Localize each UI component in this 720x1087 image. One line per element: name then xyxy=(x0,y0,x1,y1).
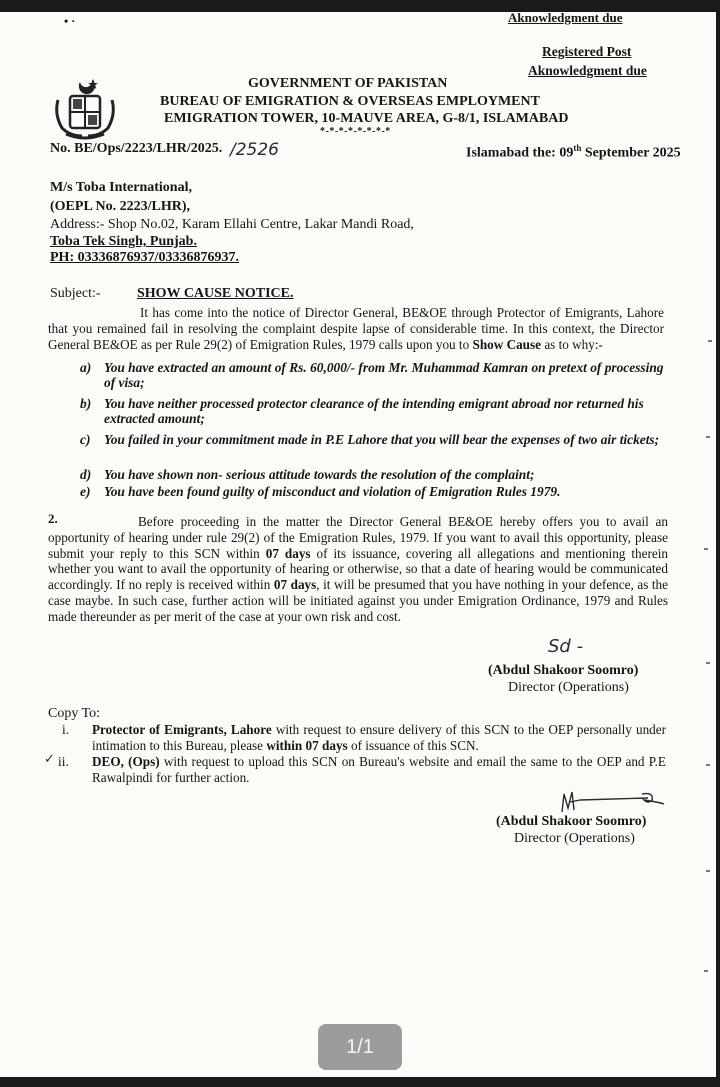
handwritten-ref: /2526 xyxy=(230,140,279,160)
edge-mark xyxy=(704,970,708,972)
copy-item-2: DEO, (Ops) with request to upload this SCN on Bureau's website and email the same to the OEP and P.E Rawalpindi for further action. xyxy=(92,754,666,785)
charge-d: d) You have shown non- serious attitude towards the resolution of the complaint; xyxy=(80,467,535,482)
edge-mark xyxy=(708,340,712,342)
paragraph-1: It has come into the notice of Director General, BE&OE through Protector of Emigrants, Lahore that you remained fail in resolving the complaint despite lapse of considerable time. In this context, the Director General BE&OE as per Rule 29(2) of Emigration Rules, 1979 calls upon you to Show Cause as to why:- xyxy=(48,305,664,352)
copy-to-label: Copy To: xyxy=(48,706,101,721)
recipient-address: Address:- Shop No.02, Karam Ellahi Centre, Lakar Mandi Road, xyxy=(50,217,414,232)
top-marks: • · xyxy=(64,14,76,28)
edge-mark xyxy=(706,662,710,664)
subject-label: Subject:- xyxy=(50,286,101,301)
copy-item-2-marker: ii. xyxy=(58,754,69,769)
edge-mark xyxy=(704,548,708,550)
subject-title: SHOW CAUSE NOTICE. xyxy=(137,286,294,301)
bureau-address: EMIGRATION TOWER, 10-MAUVE AREA, G-8/1, ISLAMABAD xyxy=(164,111,569,126)
charge-e: e) You have been found guilty of misconduct and violation of Emigration Rules 1979. xyxy=(80,484,561,499)
signatory-name: (Abdul Shakoor Soomro) xyxy=(488,663,639,678)
document-page xyxy=(0,12,716,1077)
paragraph-2-number: 2. xyxy=(48,511,58,526)
charge-c: c) You failed in your commitment made in P.E Lahore that you will bear the expenses of two air tickets; xyxy=(80,432,660,447)
stars-divider: *-*-*-*-*-*-*-* xyxy=(320,126,391,137)
charge-b: b) You have neither processed protector clearance of the intending emigrant abroad nor returned his extracted amount; xyxy=(80,396,644,426)
recipient-city: Toba Tek Singh, Punjab. xyxy=(50,234,197,249)
paragraph-2: Before proceeding in the matter the Director General BE&OE hereby offers you to avail an opportunity of hearing under rule 29(2) of the Emigration Rules, 1979. If you want to avail this opportunity, please submit your reply to this SCN within 07 days of its issuance, covering all allegations and mentioning therein whether you want to avail the opportunity of hearing or otherwise, so that a date of hearing would be communicated accordingly. If no reply is received within 07 days, it will be presumed that you have nothing in your defence, as the case maybe. In such case, further action will be initiated against you under Emigration Ordinance, 1979 and Rules made thereunder as per merit of the case at your own risk and cost. xyxy=(48,514,669,624)
edge-mark xyxy=(706,870,710,872)
registered-post: Registered Post xyxy=(542,44,632,59)
signature-mark: Sd - xyxy=(548,636,584,657)
tick-mark-icon: ✓ xyxy=(44,752,55,767)
page-indicator[interactable]: 1/1 xyxy=(318,1024,402,1070)
signatory-name-2: (Abdul Shakoor Soomro) xyxy=(496,814,647,829)
recipient-license: (OEPL No. 2223/LHR), xyxy=(50,199,191,214)
recipient-phone: PH: 03336876937/03336876937. xyxy=(50,250,239,265)
ack-top: Aknowledgment due xyxy=(508,12,623,25)
gov-heading: GOVERNMENT OF PAKISTAN xyxy=(248,76,448,91)
edge-mark xyxy=(706,436,710,438)
signatory-title: Director (Operations) xyxy=(508,680,629,695)
charge-a: a) You have extracted an amount of Rs. 60,000/- from Mr. Muhammad Kamran on pretext of processing of visa; xyxy=(80,360,664,390)
bureau-heading: BUREAU OF EMIGRATION & OVERSEAS EMPLOYMENT xyxy=(160,94,540,109)
copy-item-1: Protector of Emigrants, Lahore with request to ensure delivery of this SCN to the OEP personally under intimation to this Bureau, please within 07 days of issuance of this SCN. xyxy=(92,722,667,753)
government-emblem xyxy=(52,74,118,142)
reference-number: No. BE/Ops/2223/LHR/2025. xyxy=(50,141,223,156)
edge-mark xyxy=(706,764,710,766)
recipient-name: M/s Toba International, xyxy=(50,180,192,195)
ack-due: Aknowledgment due xyxy=(528,63,647,78)
copy-item-1-marker: i. xyxy=(62,722,70,737)
issue-date: Islamabad the: 09th September 2025 xyxy=(466,143,681,161)
signatory-title-2: Director (Operations) xyxy=(514,831,635,846)
